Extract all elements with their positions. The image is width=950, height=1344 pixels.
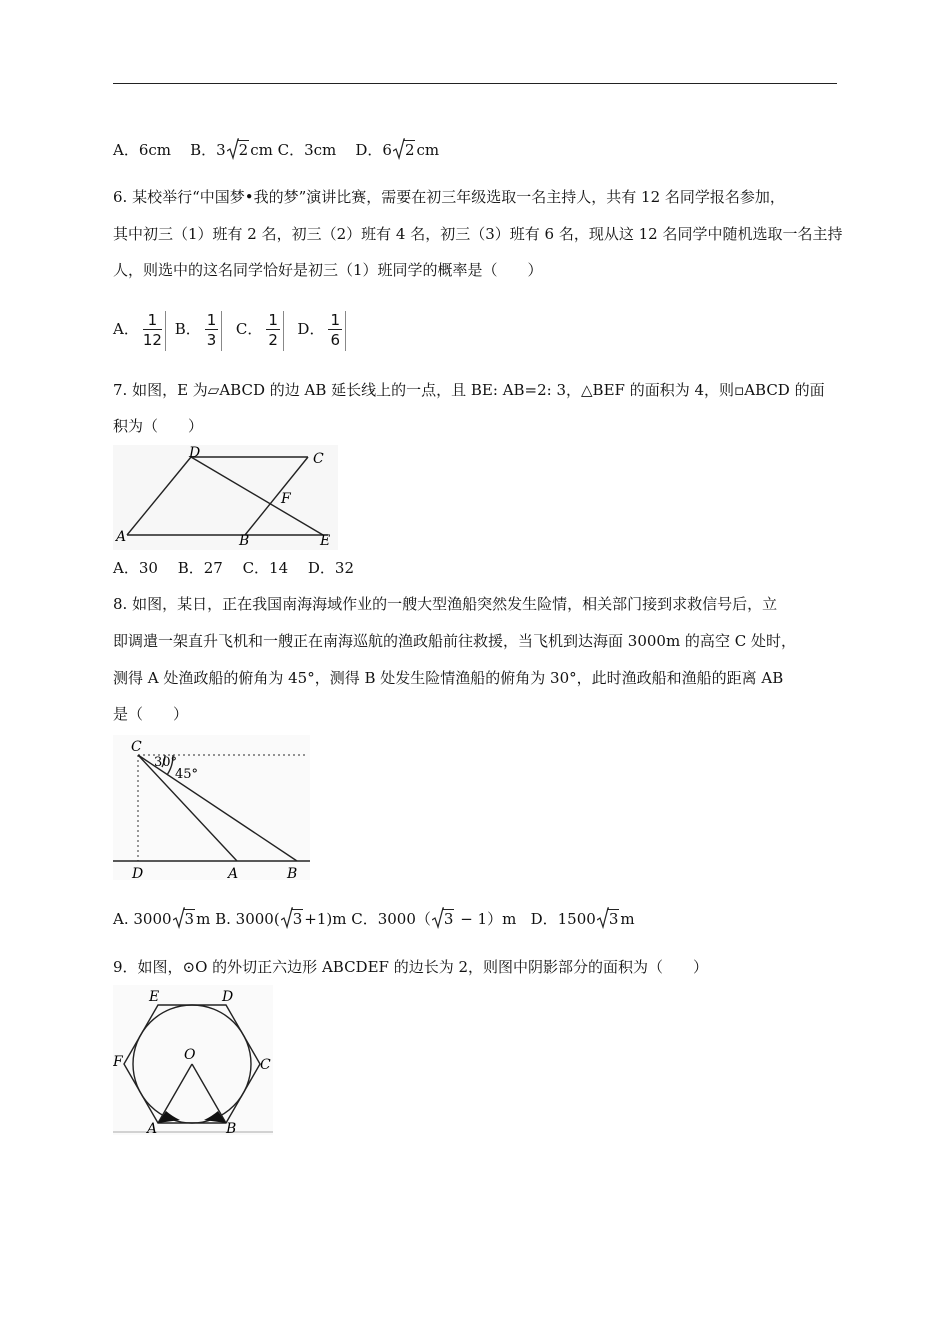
q9-label-a: A bbox=[147, 1121, 158, 1135]
q8-label-d: D bbox=[132, 866, 144, 880]
sqrt-symbol: 2 bbox=[227, 140, 250, 160]
q7-label-c: C bbox=[313, 451, 324, 467]
fraction: $\frac{1}{12}$ bbox=[143, 311, 166, 350]
q6-option-d: D． $\frac{1}{6}$ bbox=[297, 320, 350, 338]
q5-options bbox=[113, 140, 439, 160]
q7-label-f: F bbox=[281, 491, 291, 507]
q6-line-1: 6. 某校举行“中国梦•我的梦”演讲比赛，需要在初三年级选取一名主持人，共有 12 名同学报名参加， bbox=[113, 188, 785, 206]
q5-option-c: C．3cm bbox=[277, 141, 337, 159]
fraction: $\frac{1}{3}$ bbox=[205, 311, 223, 350]
q5-option-b: B．3 2 cm bbox=[190, 141, 273, 159]
q8-options bbox=[113, 909, 635, 929]
q8-label-b: B bbox=[287, 866, 298, 880]
q8-angle-30: 30° bbox=[154, 755, 178, 770]
q5-option-a: A．6cm bbox=[113, 141, 172, 159]
q5-option-d: D．6 2 cm bbox=[355, 141, 440, 159]
q6-line-3: 人，则选中的这名同学恰好是初三（1）班同学的概率是（ ） bbox=[113, 261, 543, 279]
q8-option-c: C．3000（ 3 − 1）m bbox=[351, 910, 517, 928]
q9-line-1: 9．如图，⊙O 的外切正六边形 ABCDEF 的边长为 2，则图中阴影部分的面积为（ ） bbox=[113, 958, 709, 976]
q8-option-b: B. 3000( 3 +1)m bbox=[215, 910, 347, 928]
q9-label-d: D bbox=[222, 989, 234, 1005]
q8-label-a: A bbox=[228, 866, 239, 880]
q7-options: A．30 B．27 C．14 D．32 bbox=[113, 559, 355, 577]
fraction: $\frac{1}{6}$ bbox=[328, 311, 346, 350]
q8-line-1: 8. 如图，某日，正在我国南海海域作业的一艘大型渔船突然发生险情，相关部门接到求救信号后，立 bbox=[113, 595, 778, 613]
q8-line-4: 是（ ） bbox=[113, 705, 189, 723]
sqrt-symbol: 3 bbox=[173, 909, 196, 929]
sqrt-symbol: 3 bbox=[597, 909, 620, 929]
q7-label-d: D bbox=[189, 445, 201, 461]
q6-line-2: 其中初三（1）班有 2 名，初三（2）班有 4 名，初三（3）班有 6 名，现从这 12 名同学中随机选取一名主持 bbox=[113, 225, 843, 243]
q9-label-e: E bbox=[149, 989, 160, 1005]
q8-angle-45: 45° bbox=[175, 767, 199, 782]
q8-label-c: C bbox=[131, 739, 142, 755]
q9-label-f: F bbox=[113, 1054, 123, 1070]
q6-option-b: B． $\frac{1}{3}$ bbox=[175, 320, 227, 338]
sqrt-symbol: 3 bbox=[432, 909, 455, 929]
q6-option-a: A． $\frac{1}{12}$ bbox=[113, 320, 170, 338]
q7-parallelogram-figure bbox=[113, 445, 338, 550]
sqrt-symbol: 3 bbox=[281, 909, 304, 929]
q7-line-1: 7. 如图，E 为▱ABCD 的边 AB 延长线上的一点，且 BE: AB=2: 3，△BEF 的面积为 4，则▫ABCD 的面 bbox=[113, 381, 825, 399]
q6-options bbox=[113, 307, 350, 351]
q9-label-c: C bbox=[260, 1057, 271, 1073]
q8-line-2: 即调遣一架直升飞机和一艘正在南海巡航的渔政船前往救援，当飞机到达海面 3000m 的高空 C 处时， bbox=[113, 632, 796, 650]
q7-line-2: 积为（ ） bbox=[113, 417, 204, 435]
q9-label-b: B bbox=[226, 1121, 237, 1135]
header-rule bbox=[113, 83, 837, 84]
q9-hexagon-figure bbox=[113, 985, 273, 1135]
q7-label-a: A bbox=[116, 529, 127, 545]
q8-angle-figure bbox=[113, 735, 310, 880]
q7-label-e: E bbox=[320, 533, 331, 549]
q7-label-b: B bbox=[239, 533, 250, 549]
sqrt-symbol: 2 bbox=[393, 140, 416, 160]
q9-label-o: O bbox=[184, 1047, 196, 1063]
fraction: $\frac{1}{2}$ bbox=[266, 311, 284, 350]
q8-option-a: A. 3000 3 m bbox=[113, 910, 211, 928]
q8-option-d: D．1500 3 m bbox=[530, 910, 635, 928]
q6-option-c: C． $\frac{1}{2}$ bbox=[236, 320, 288, 338]
q8-line-3: 测得 A 处渔政船的俯角为 45°，测得 B 处发生险情渔船的俯角为 30°，此时渔政船和渔船的距离 AB bbox=[113, 669, 784, 687]
